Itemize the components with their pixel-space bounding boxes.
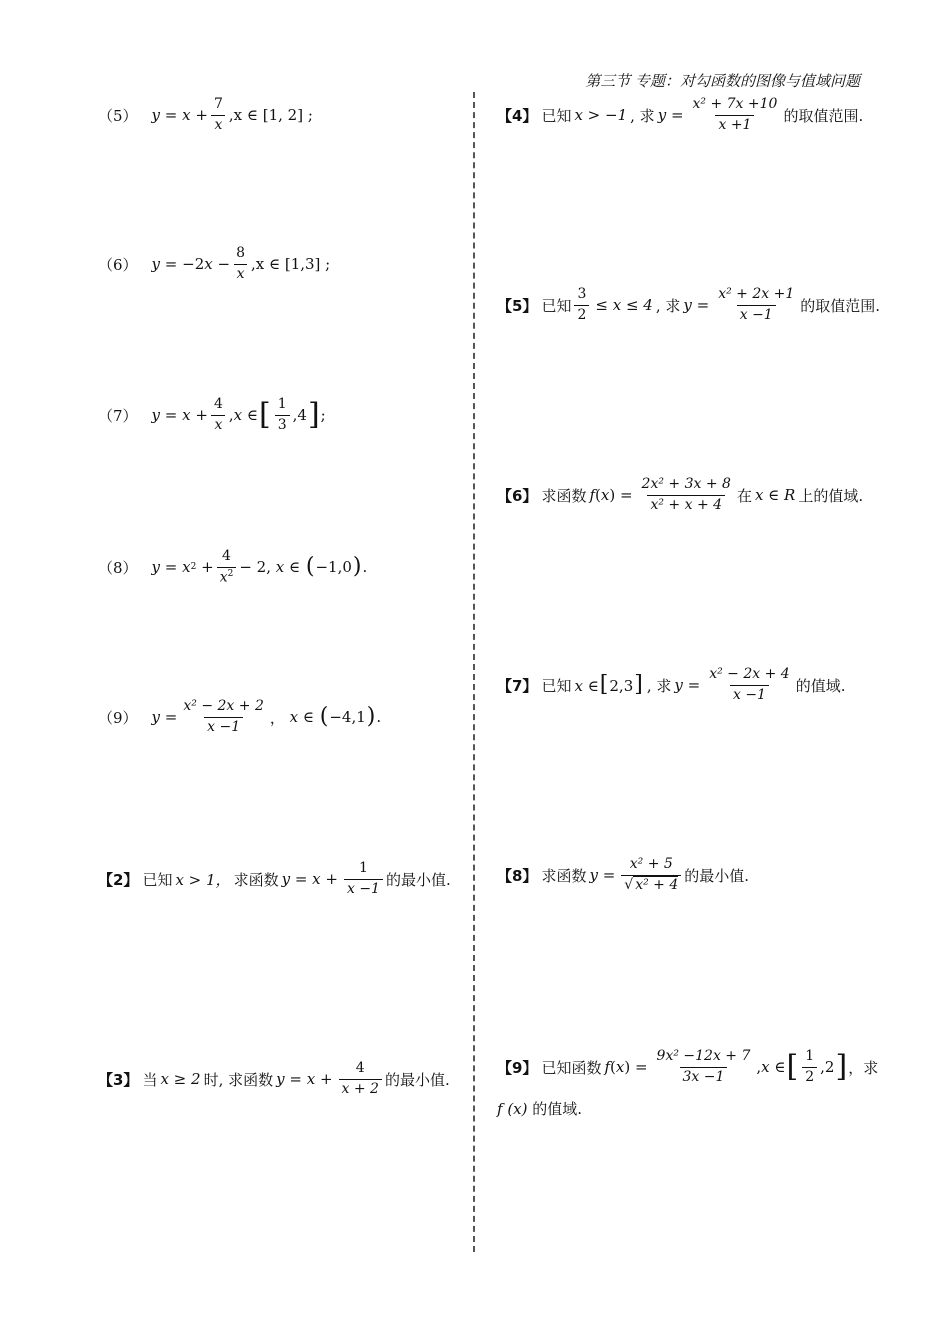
fraction: $\frac{3}{2}$: [574, 286, 589, 324]
question-9: 【9】 已知函数 f(x) = $\frac{\text{9x² −12x + 7}}{3x -1}$ , x ∈ [ $\frac{1}{2}$ ,2 ] ，求: [497, 1048, 879, 1085]
page-header: 第三节 专题：对勾函数的图像与值域问题: [585, 72, 860, 90]
column-divider: [473, 92, 475, 1252]
fraction: $\frac{4}{x + 2}$: [339, 1060, 382, 1098]
question-4: 【4】 已知 x > −1 , 求 y = $\frac{\text{x² + 7x +10}}{x +1}$ 的取值范围.: [497, 96, 864, 133]
problem-5: （5） y = x + $\frac{7}{x}$ ,x ∈ [1, 2] ;: [98, 96, 313, 133]
fraction: $\frac{7}{x}$: [211, 96, 226, 134]
fraction: $\frac{1}{3}$: [275, 396, 290, 434]
question-7: 【7】 已知 x ∈[2,3] , 求 y = $\frac{\text{x² − 2x + 4}}{x -1}$ 的值域.: [497, 666, 846, 703]
fraction: $\frac{\text{9x² −12x + 7}}{3x -1}$: [656, 1048, 751, 1085]
fraction: $\frac{\text{x² − 2x + 4}}{x -1}$: [709, 666, 790, 703]
question-6: 【6】 求函数 f(x) = $\frac{\text{2x² + 3x + 8}}{\text{x² + x + 4}}$ 在 x ∈ R 上的值域.: [497, 476, 864, 513]
question-8: 【8】 求函数 y = $\frac{\text{x² + 5}}{\text{√ x² + 4}}$ 的最小值.: [497, 856, 750, 893]
problem-7: （7） y = x + $\frac{4}{x}$ , x ∈ [ $\frac{1}{3}$ ,4 ] ;: [98, 396, 326, 433]
fraction: $\frac{1}{x -1}$: [344, 860, 383, 898]
problem-8: （8） y = x 2 + $\frac{4}{x^2}$ − 2, x ∈ ( −1,0 ) .: [98, 548, 368, 586]
fraction: $\frac{1}{2}$: [802, 1048, 817, 1086]
problem-6: （6） y = −2 x − $\frac{8}{x}$ ,x ∈ [1,3] ;: [98, 245, 331, 282]
problem-9: （9） y = $\frac{\text{x² − 2x + 2}}{x -1}$ ， x ∈ ( −4,1 ) .: [98, 698, 382, 735]
fraction: $\frac{\text{x² + 5}}{\text{√ x² + 4}}$: [621, 856, 681, 894]
fraction: $\frac{\text{x² + 2x +1}}{x -1}$: [718, 286, 795, 323]
problem-number: （5）: [98, 106, 138, 125]
question-3: 【3】 当 x ≥ 2 时, 求函数 y = x + $\frac{4}{x + 2}$ 的最小值.: [98, 1060, 450, 1097]
fraction: $\frac{4}{x^2}$: [217, 548, 237, 587]
question-9-line2: f (x) 的值域.: [497, 1099, 583, 1118]
question-5: 【5】 已知 $\frac{3}{2}$ ≤ x ≤ 4 , 求 y = $\frac{\text{x² + 2x +1}}{x -1}$ 的取值范围.: [497, 286, 881, 323]
fraction: $\frac{\text{x² + 7x +10}}{x +1}$: [692, 96, 778, 133]
question-2: 【2】 已知 x > 1， 求函数 y = x + $\frac{1}{x -1}$ 的最小值.: [98, 860, 451, 897]
fraction: $\frac{\text{2x² + 3x + 8}}{\text{x² + x + 4}}$: [641, 476, 731, 513]
fraction: $\frac{4}{x}$: [211, 396, 226, 434]
fraction: $\frac{\text{x² − 2x + 2}}{x -1}$: [183, 698, 264, 735]
fraction: $\frac{8}{x}$: [233, 245, 248, 283]
